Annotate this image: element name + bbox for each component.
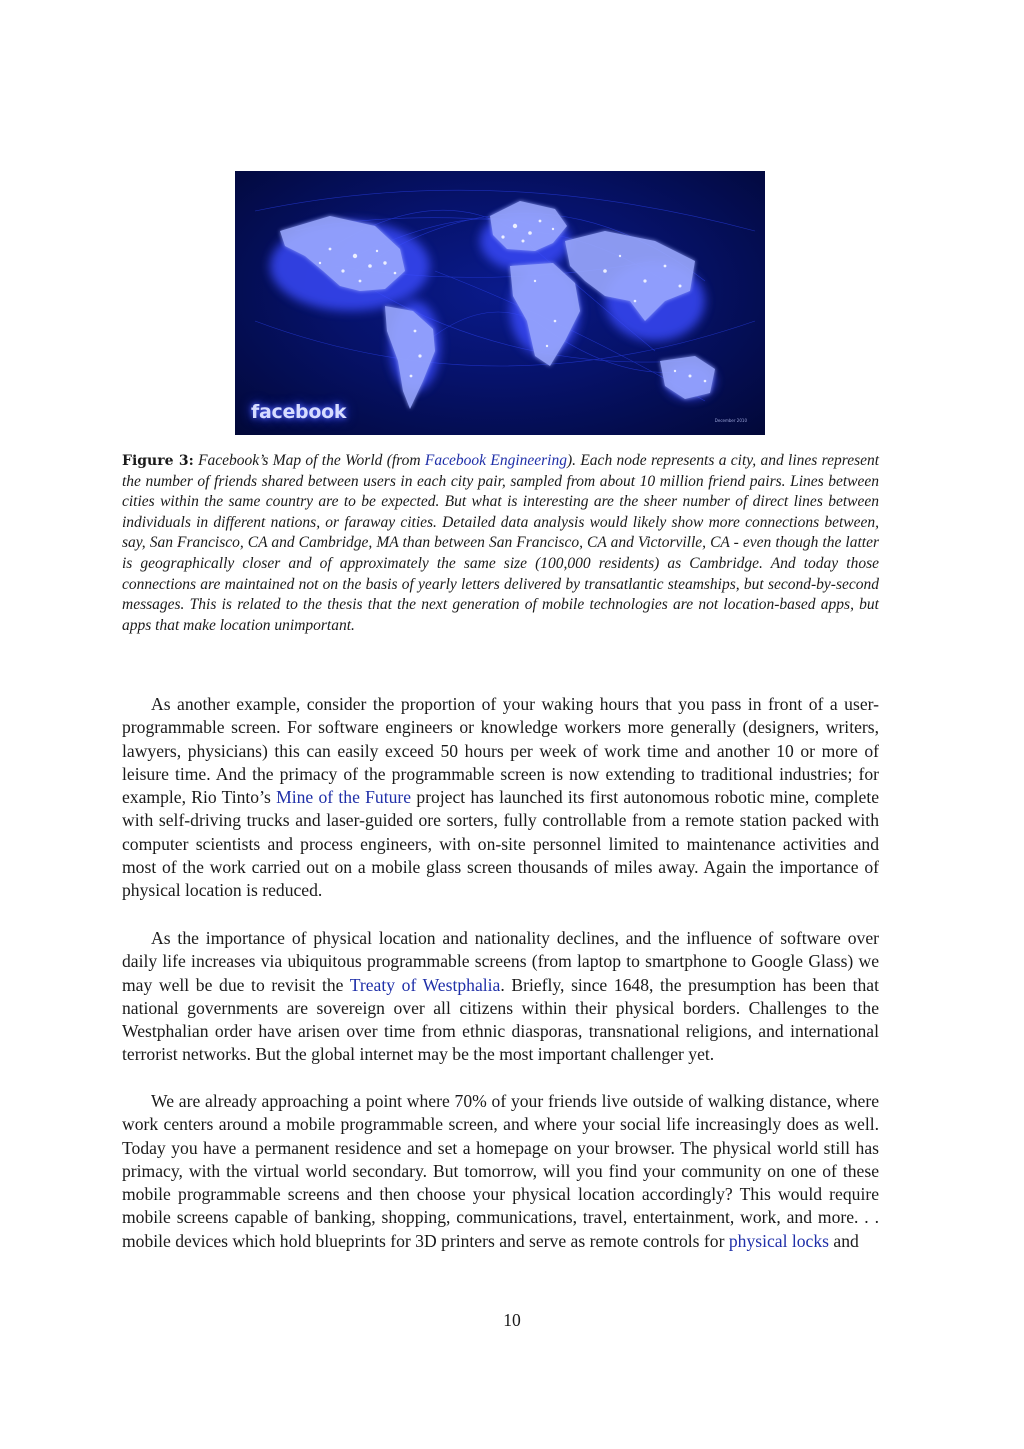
facebook-logo: facebook: [251, 401, 347, 423]
paragraph-3-text-end: and: [833, 1230, 859, 1251]
figure-date-label: December 2010: [714, 418, 747, 423]
caption-text-end: ). Each node represents a city, and lines represent the number of friends shared between users in each city pair, sampled from about 10 million friend pairs. Lines between cities within the same country are to be expected. But what is interesting are the sheer number of direct lines between individuals in different nations, or faraway cities. Detailed data analysis would likely show more connections between, say, San Francisco, CA and Cambridge, MA than between San Francisco, CA and Victorville, CA - even though the latter is geographically closer and of approximately the same size (100,000 residents) as Cambridge. And today those connections are maintained not on the basis of yearly letters delivered by transatlantic steamships, but second-by-second messages. This is related to the thesis that the next generation of mobile technologies are not location-based apps, but apps that make location unimportant.: [122, 452, 880, 634]
facebook-world-map-figure: [235, 171, 765, 435]
treaty-of-westphalia-link[interactable]: Treaty of Westphalia: [349, 974, 501, 995]
figure-label: Figure 3:: [122, 453, 194, 469]
physical-locks-link[interactable]: physical locks: [728, 1230, 830, 1251]
paragraph-1-text-start: As another example, consider the proportion of your waking hours that you pass in front of a user-programmable screen. For software engineers or knowledge workers more generally (designers, writers, lawyers, physicians) this can easily exceed 50 hours per week of work time and another 10 or more of leisure time. And the primacy of the programmable screen is now extending to traditional industries; for example, Rio Tinto’s: [122, 694, 879, 807]
paragraph-2-text-end: . Briefly, since 1648, the presumption has been that national governments are sovereign over all citizens within their physical borders. Challenges to the Westphalian order have arisen over time from ethnic diasporas, transnational religions, and international terrorist networks. But the global internet may be the most important challenger yet.: [122, 974, 879, 1065]
paragraph-1: [122, 693, 879, 902]
world-network-map: [235, 171, 765, 435]
paragraph-1-text-end: project has launched its first autonomous robotic mine, complete with self-driving trucks and laser-guided ore sorters, fully controllable from a remote station packed with computer scientists and process engineers, with on-site personnel limited to maintenance activities and most of the work carried out on a mobile glass screen thousands of miles away. Again the importance of physical location is reduced.: [122, 787, 880, 900]
mine-of-the-future-link[interactable]: Mine of the Future: [276, 787, 412, 807]
page-number: 10: [503, 1310, 521, 1330]
paragraph-2: [122, 927, 879, 1067]
caption-text-start: Facebook’s Map of the World (from: [198, 452, 421, 469]
paragraph-3-text-start: We are already approaching a point where 70% of your friends live outside of walking distance, where work centers around a mobile programmable screen, and where your social life increasingly does as well. Today you have a permanent residence and set a homepage on your browser. The physical world still has primacy, with the virtual world secondary. But tomorrow, will you find your community on one of these mobile programmable screens and then choose your physical location accordingly? This would require mobile screens capable of banking, shopping, communications, travel, entertainment, work, and more. . . mobile devices which hold blueprints for 3D printers and serve as remote controls for: [122, 1091, 879, 1251]
paragraph-3: [122, 1090, 879, 1253]
figure-caption: [122, 451, 879, 636]
paragraph-2-text-start: As the importance of physical location and nationality declines, and the influence of software over daily life increases via ubiquitous programmable screens (from laptop to smartphone to Google Glass) we may well be due to revisit the: [122, 928, 879, 995]
facebook-engineering-link[interactable]: Facebook Engineering: [424, 452, 567, 469]
